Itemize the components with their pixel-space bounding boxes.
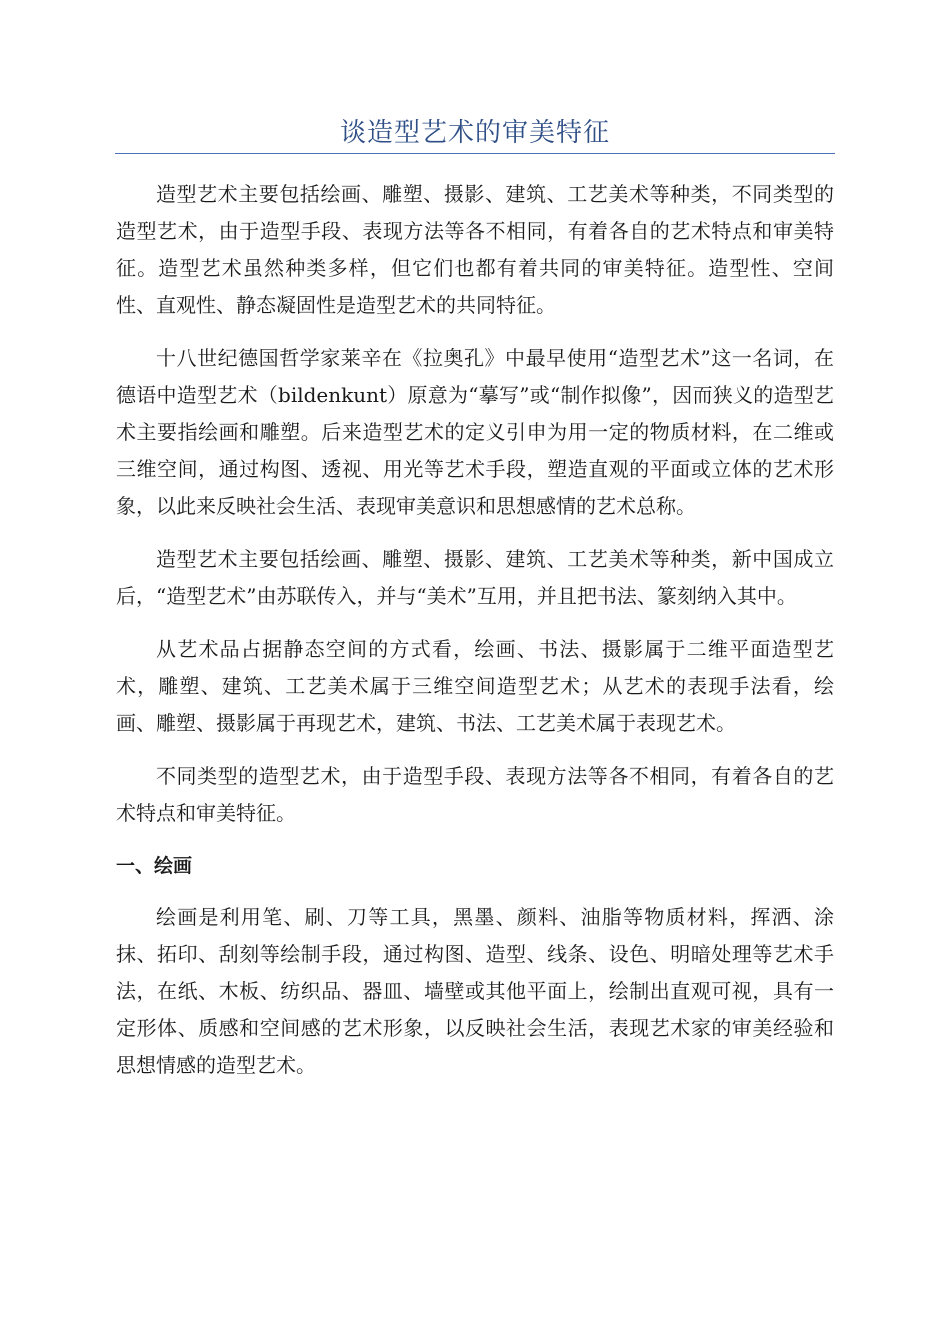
paragraph-intro: 造型艺术主要包括绘画、雕塑、摄影、建筑、工艺美术等种类，不同类型的造型艺术，由于造型手段、表现方法等各不相同，有着各自的艺术特点和审美特征。造型艺术虽然种类多样，但它们也都有着共同的审美特征。造型性、空间性、直观性、静态凝固性是造型艺术的共同特征。 [116,182,834,317]
paragraph-classification: 从艺术品占据静态空间的方式看，绘画、书法、摄影属于二维平面造型艺术，雕塑、建筑、工艺美术属于三维空间造型艺术；从艺术的表现手法看，绘画、雕塑、摄影属于再现艺术，建筑、书法、工艺美术属于表现艺术。 [116,637,834,735]
document-title: 谈造型艺术的审美特征 [339,118,610,148]
paragraph-features: 不同类型的造型艺术，由于造型手段、表现方法等各不相同，有着各自的艺术特点和审美特征。 [116,764,834,825]
paragraph-lessing: 十八世纪德国哲学家莱辛在《拉奥孔》中最早使用“造型艺术”这一名词，在德语中造型艺术（bildenkunt）原意为“摹写”或“制作拟像”，因而狭义的造型艺术主要指绘画和雕塑。后来造型艺术的定义引申为用一定的物质材料，在二维或三维空间，通过构图、透视、用光等艺术手段，塑造直观的平面或立体的艺术形象，以此来反映社会生活、表现审美意识和思想感情的艺术总称。 [116,346,834,518]
paragraph-categories: 造型艺术主要包括绘画、雕塑、摄影、建筑、工艺美术等种类，新中国成立后，“造型艺术”由苏联传入，并与“美术”互用，并且把书法、篆刻纳入其中。 [116,547,834,608]
section-heading-painting: 一、绘画 [116,855,193,877]
document-body [116,176,834,1100]
title-underline [115,153,835,154]
paragraph-painting: 绘画是利用笔、刷、刀等工具，黑墨、颜料、油脂等物质材料，挥洒、涂抹、拓印、刮刻等绘制手段，通过构图、造型、线条、设色、明暗处理等艺术手法，在纸、木板、纺织品、器皿、墙壁或其他平面上，绘制出直观可视，具有一定形体、质感和空间感的艺术形象，以反映社会生活，表现艺术家的审美经验和思想情感的造型艺术。 [116,905,834,1077]
